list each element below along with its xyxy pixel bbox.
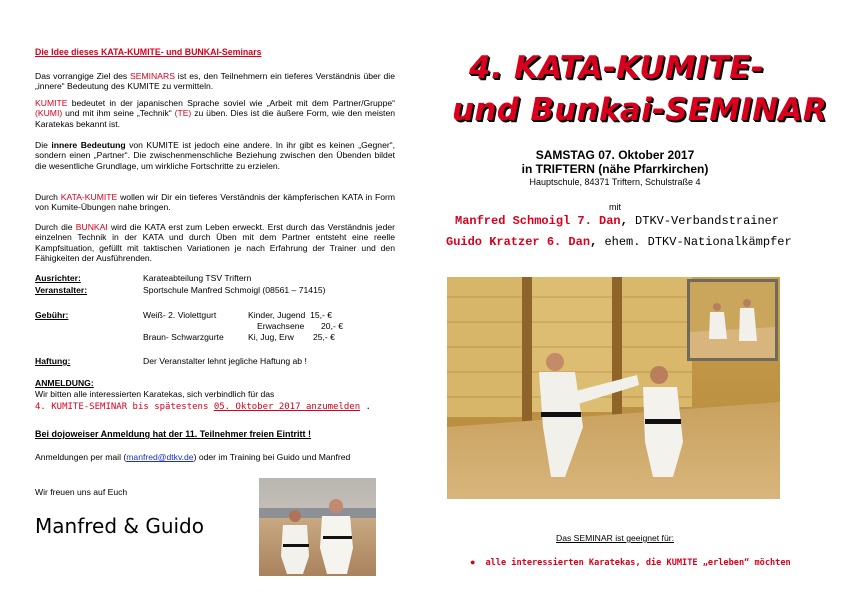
suitable-heading: Das SEMINAR ist geeignet für:	[556, 533, 674, 543]
paragraph-kata-kumite: Durch KATA-KUMITE wollen wir Dir ein tieferes Verständnis der kämpferischen KATA in Form von Kumite-Übungen nahe bringen.	[35, 192, 395, 213]
fee-black-belt: Ki, Jug, Erw 25,- €	[248, 332, 335, 342]
paragraph-kumite-meaning: KUMITE bedeutet in der japanischen Sprache soviel wie „Arbeit mit dem Partner/Gruppe“ (KUMI) und mit ihm seine „Technik“ (TE) zu üben. Dies ist die äußere Form, wie den meisten Karatekas bekannt ist.	[35, 98, 396, 129]
trainer-2: Guido Kratzer 6. Dan, ehem. DTKV-Nationalkämpfer	[446, 235, 792, 249]
suitable-list-item: ● alle interessierten Karatekas, die KUMITE „erleben“ möchten	[470, 557, 791, 568]
fee-group-1: Weiß- 2. Violettgurt	[143, 310, 217, 320]
seminar-location: in TRIFTERN (nähe Pfarrkirchen)	[521, 162, 709, 176]
veranstalter-value: Sportschule Manfred Schmoigl (08561 – 71415)	[143, 285, 326, 295]
veranstalter-label: Veranstalter:	[35, 285, 88, 295]
haftung-label: Haftung:	[35, 356, 71, 366]
gebuehr-label: Gebühr:	[35, 310, 69, 320]
trainer-1: Manfred Schmoigl 7. Dan, DTKV-Verbandstrainer	[455, 214, 780, 228]
seminar-title-line2: und Bunkai-SEMINAR	[452, 92, 828, 128]
instructors-photo	[259, 478, 376, 576]
closing-text: Wir freuen uns auf Euch	[35, 487, 128, 497]
paragraph-bunkai: Durch die BUNKAI wird die KATA erst zum Leben erweckt. Erst durch das Verständnis jeder einzelnen Technik in der KATA und durch Üben mit dem Partner entsteht eine reelle Kampfsituation, gefüllt mit taktischen Variationen je nach Erfahrung der Trainer und den Fähigkeiten der Ausführenden.	[35, 222, 395, 264]
mail-registration: Anmeldungen per mail (manfred@dtkv.de) oder im Training bei Guido und Manfred	[35, 452, 351, 462]
anmeldung-text: Wir bitten alle interessierten Karatekas, sich verbindlich für das	[35, 389, 275, 399]
paragraph-inner-meaning: Die innere Bedeutung von KUMITE ist jedoch eine andere. In ihr gibt es keinen „Gegner“, sondern einen „Partner“. Die zwischenmenschliche Beziehung zwischen den Übenden bildet die wesentliche Grundlage, um wirkliche Fortschritte zu erzielen.	[35, 140, 395, 171]
seminar-idea-heading: Die Idee dieses KATA-KUMITE- und BUNKAI-Seminars	[35, 47, 262, 57]
haftung-value: Der Veranstalter lehnt jegliche Haftung ab !	[143, 356, 307, 366]
seminar-date: SAMSTAG 07. Oktober 2017	[535, 148, 695, 162]
fee-adult: Erwachsene 20,- €	[257, 321, 343, 331]
anmeldung-label: ANMELDUNG:	[35, 378, 94, 388]
dojo-kumite-photo	[447, 277, 780, 499]
seminar-address: Hauptschule, 84371 Triftern, Schulstraße 4	[529, 177, 701, 187]
email-link[interactable]: manfred@dtkv.de	[126, 452, 194, 462]
registration-deadline: 4. KUMITE-SEMINAR bis spätestens 05. Oktober 2017 anzumelden .	[35, 402, 371, 412]
seminar-title-line1: 4. KATA-KUMITE-	[469, 50, 764, 86]
paragraph-goal: Das vorrangige Ziel des SEMINARS ist es, den Teilnehmern ein tieferes Verständnis über die „innere“ Bedeutung des KUMITE zu vermitteln.	[35, 71, 395, 92]
signature: Manfred & Guido	[35, 514, 204, 538]
ausrichter-value: Karateabteilung TSV Triftern	[143, 273, 252, 283]
with-label: mit	[609, 202, 621, 212]
ausrichter-label: Ausrichter:	[35, 273, 81, 283]
free-entry-note: Bei dojoweiser Anmeldung hat der 11. Teilnehmer freien Eintritt !	[35, 429, 312, 439]
bullet-icon: ●	[470, 557, 476, 567]
fee-group-2: Braun- Schwarzgurte	[143, 332, 224, 342]
fee-youth: Kinder, Jugend 15,- €	[248, 310, 333, 320]
